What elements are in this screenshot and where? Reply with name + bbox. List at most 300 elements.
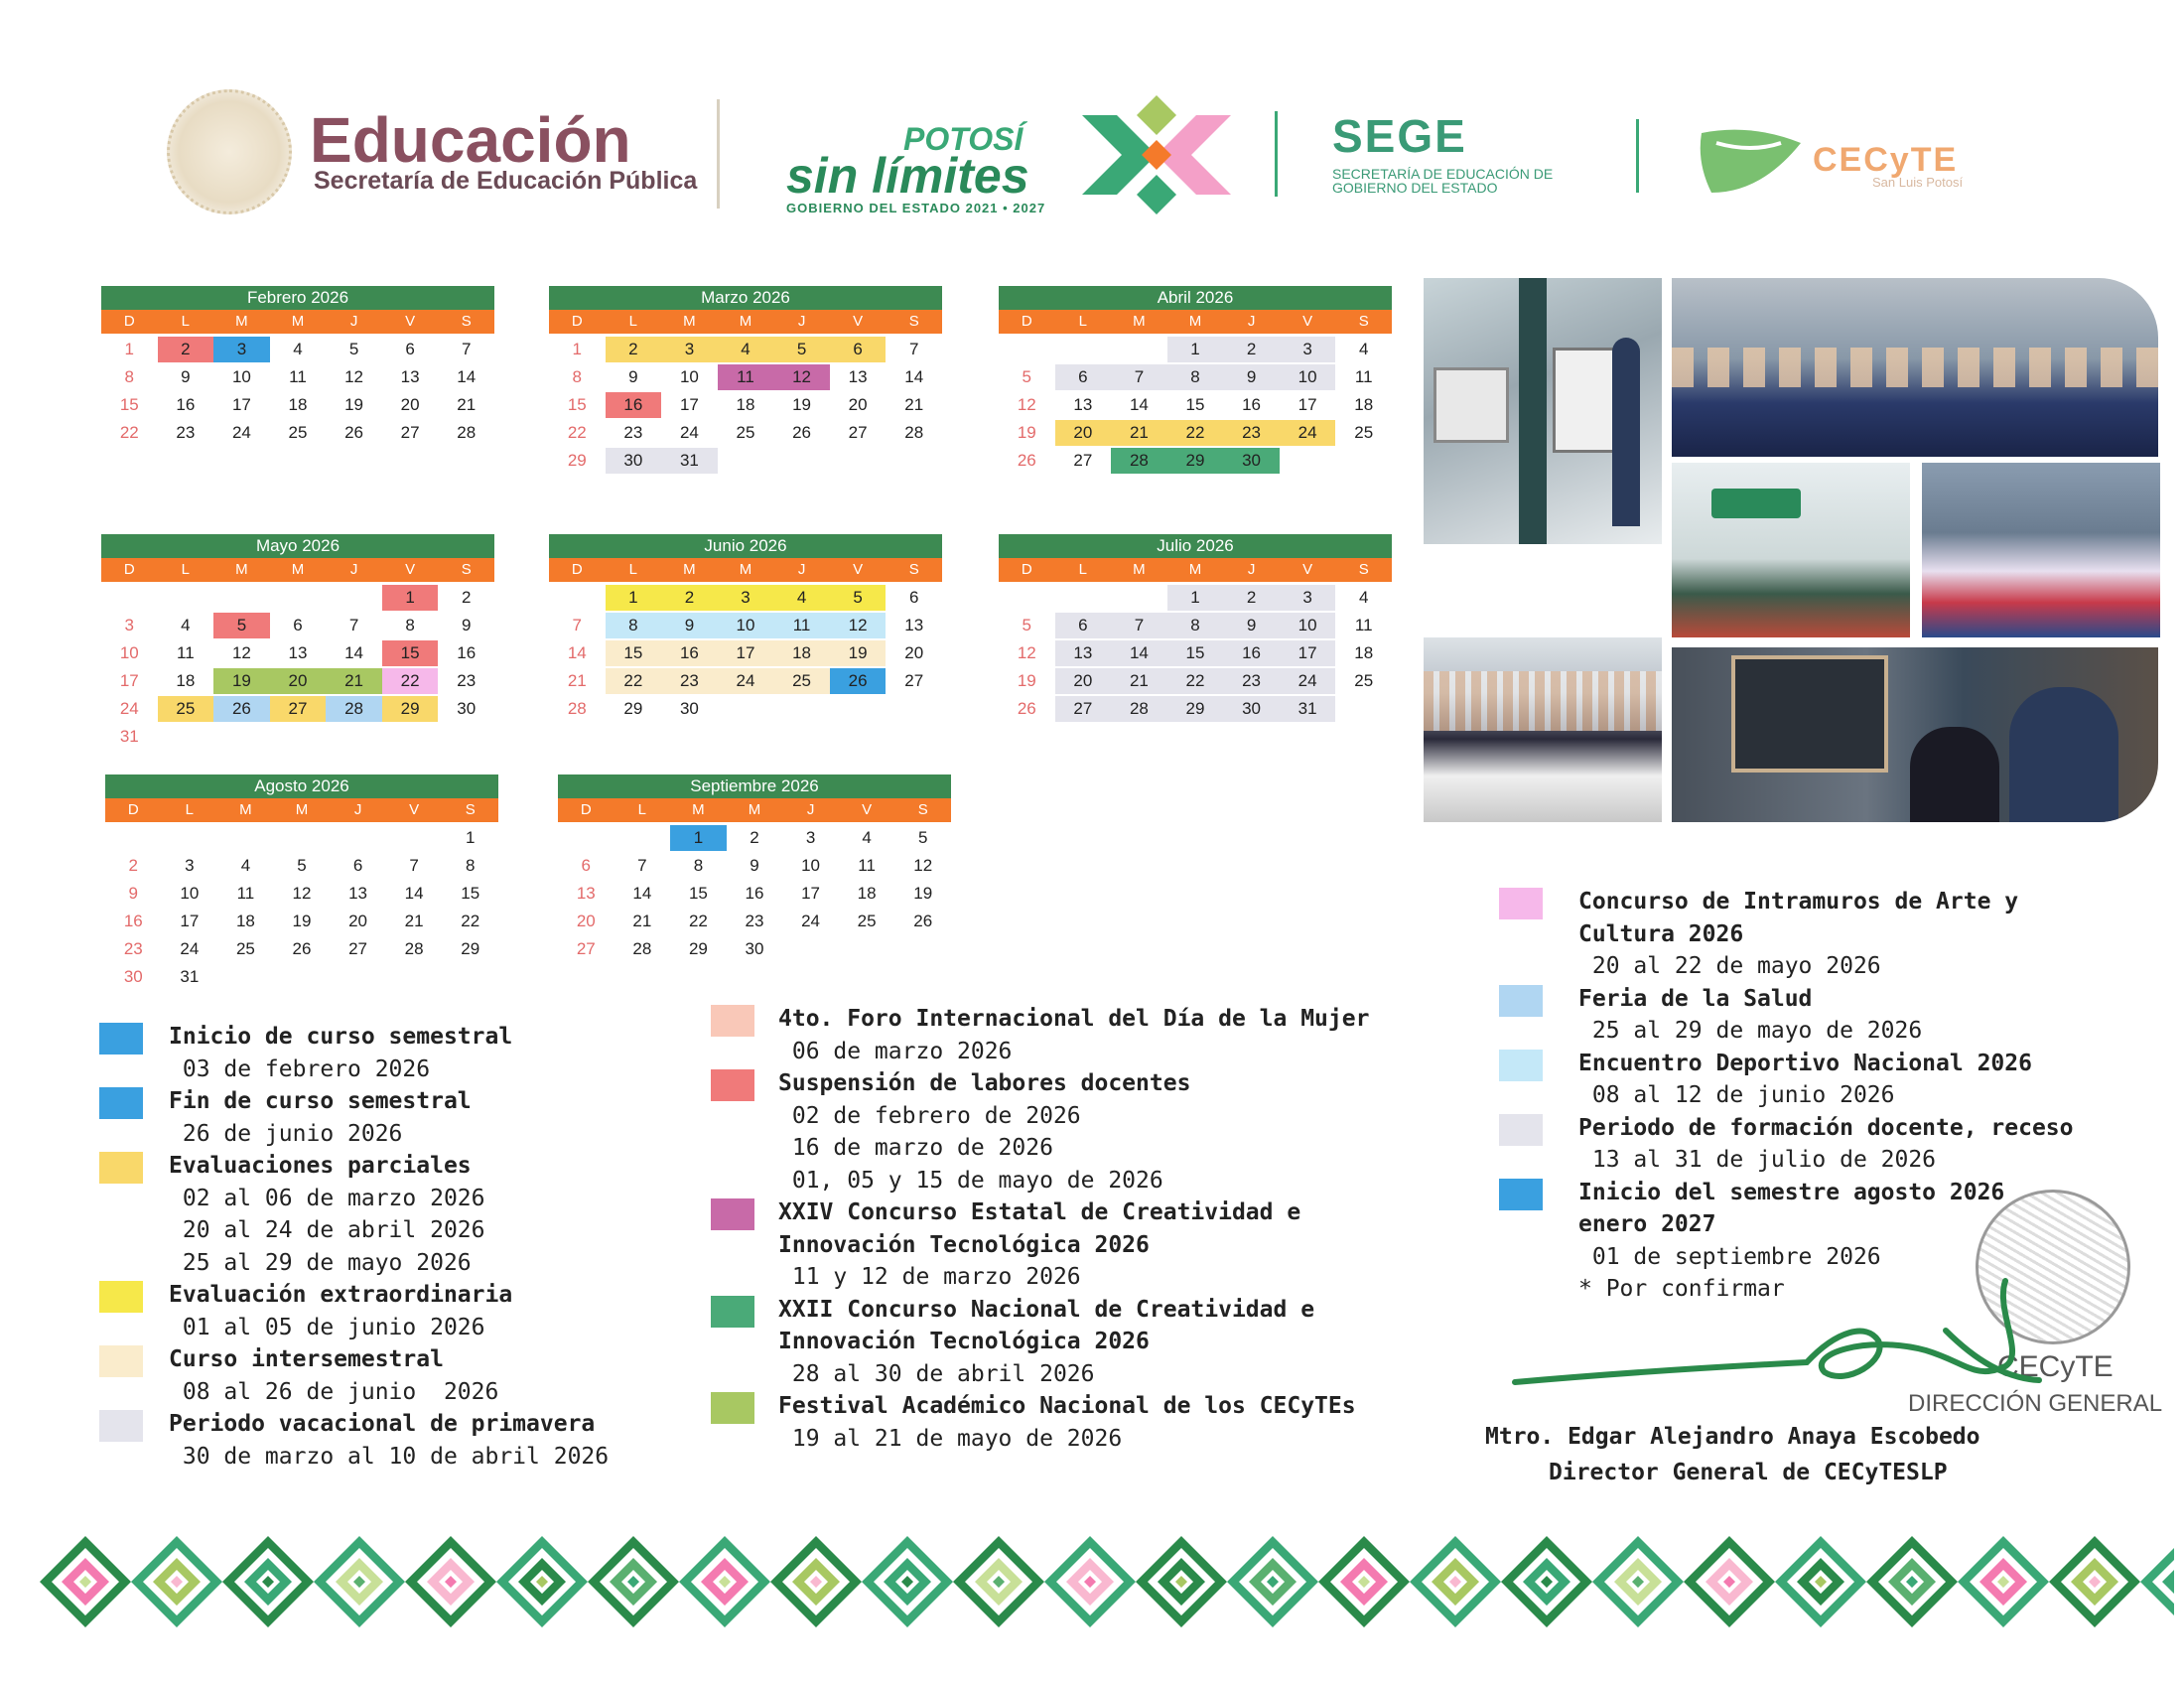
weekday-label: D [580,801,592,818]
legend-title-cont: Innovación Tecnológica 2026 [778,1329,1150,1354]
day-cell: 4 [1358,588,1369,607]
day-cell: 20 [1055,668,1112,694]
empty-cell [158,585,214,611]
day-cell: 25 [235,939,255,958]
legend-date: 20 al 24 de abril 2026 [169,1217,485,1243]
day-cell: 29 [1167,448,1224,474]
day-cell: 11 [289,367,307,386]
day-cell: 19 [913,884,933,903]
calendar-title: Abril 2026 [999,286,1392,310]
day-cell: 13 [1073,395,1093,414]
calendar-agosto [105,774,498,991]
weekday-label: D [571,561,583,578]
day-cell: 28 [632,939,652,958]
day-cell: 8 [465,856,476,875]
legend-title: XXII Concurso Nacional de Creatividad e [778,1296,1315,1323]
sege-title: SEGE [1332,110,1467,162]
weekday-label: V [853,313,864,330]
legend-date: 13 al 31 de julio de 2026 [1578,1147,1937,1173]
day-cell: 12 [231,643,251,662]
day-cell: 6 [908,588,919,607]
weekday-label: M [692,801,705,818]
day-cell: 10 [1280,613,1336,638]
legend-swatch-nacional [711,1296,754,1328]
day-cell: 5 [773,337,830,362]
day-cell: 28 [457,423,477,442]
weekday-label: M [683,561,696,578]
legend-date: 28 al 30 de abril 2026 [778,1360,1095,1387]
day-cell: 4 [773,585,830,611]
day-cell: 26 [1017,699,1036,718]
day-cell: 31 [1280,696,1336,722]
legend-item [778,1067,1190,1196]
header-divider [717,99,720,209]
day-cell: 29 [382,696,439,722]
weekday-label: M [291,561,305,578]
legend-item [169,1150,485,1279]
legend-date: 26 de junio 2026 [169,1120,403,1147]
day-cell: 4 [240,856,251,875]
day-cell: 3 [1280,337,1336,362]
legend-date: 03 de febrero 2026 [169,1055,431,1082]
day-cell: 20 [904,643,924,662]
day-cell: 16 [1223,640,1280,666]
weekday-label: D [123,313,135,330]
day-cell: 10 [231,367,251,386]
legend-date: 30 de marzo al 10 de abril 2026 [169,1443,610,1470]
legend-title: Periodo vacacional de primavera [169,1411,596,1437]
day-cell: 25 [773,668,830,694]
day-cell: 14 [904,367,924,386]
empty-cell [999,585,1055,611]
day-cell: 16 [176,395,196,414]
weekday-label: L [637,801,647,818]
day-cell: 29 [688,939,708,958]
day-cell: 15 [461,884,480,903]
day-cell: 13 [288,643,308,662]
empty-cell [549,585,606,611]
day-cell: 20 [576,912,596,930]
day-cell: 11 [1354,616,1373,634]
day-cell: 26 [830,668,887,694]
weekday-label: M [1188,313,1202,330]
weekday-label: V [862,801,873,818]
legend-swatch-intersemestral [99,1345,143,1377]
legend-swatch-intramuros [1499,888,1543,919]
legend-title: Curso intersemestral [169,1346,444,1372]
empty-cell [162,825,218,851]
day-cell: 6 [830,337,887,362]
weekday-label: L [185,801,195,818]
day-cell: 24 [231,423,251,442]
day-cell: 15 [119,395,139,414]
legend-title: Fin de curso semestral [169,1088,472,1114]
educacion-subtitle: Secretaría de Educación Pública [314,167,698,195]
potosi-top-text: POTOSÍ [903,121,1024,157]
day-cell: 29 [461,939,480,958]
legend-swatch-parciales [99,1152,143,1184]
weekday-label: D [571,313,583,330]
day-cell: 13 [1055,640,1112,666]
legend-item [778,1294,1314,1391]
weekday-label: S [908,313,919,330]
day-cell: 24 [119,699,139,718]
day-cell: 2 [750,828,759,847]
weekday-label: V [1302,313,1313,330]
calendar-title: Febrero 2026 [101,286,494,310]
day-cell: 30 [123,967,143,986]
legend-swatch-suspension [711,1069,754,1101]
day-cell: 8 [693,856,704,875]
day-cell: 9 [1223,613,1280,638]
legend-date: 08 al 26 de junio 2026 [169,1378,499,1405]
day-cell: 8 [1167,364,1224,390]
empty-cell [326,585,382,611]
day-cell: 13 [576,884,596,903]
day-cell: 4 [718,337,774,362]
day-cell: 6 [405,340,415,358]
weekday-label: J [797,561,806,578]
day-cell: 19 [1017,423,1036,442]
day-cell: 7 [637,856,647,875]
day-cell: 22 [461,912,480,930]
weekday-label: S [465,801,476,818]
day-cell: 6 [1055,613,1112,638]
legend-date: 02 de febrero de 2026 [778,1102,1081,1129]
handwritten-signature [1509,1271,2045,1410]
legend-swatch-inicio [99,1023,143,1055]
weekday-label: J [1247,561,1256,578]
empty-cell [217,825,274,851]
legend-title: Encuentro Deportivo Nacional 2026 [1578,1050,2032,1076]
day-cell: 6 [293,616,303,634]
empty-cell [386,825,443,851]
day-cell: 18 [1354,395,1374,414]
legend-title-cont: enero 2027 [1578,1211,1716,1237]
day-cell: 27 [348,939,368,958]
legend-swatch-deportivo [1499,1050,1543,1081]
day-cell: 17 [718,640,774,666]
day-cell: 27 [400,423,420,442]
day-cell: 14 [404,884,424,903]
day-cell: 27 [576,939,596,958]
day-cell: 30 [1223,696,1280,722]
day-cell: 17 [1280,640,1336,666]
weekday-label: J [353,801,362,818]
day-cell: 23 [623,423,643,442]
day-cell: 9 [661,613,718,638]
legend-date: 20 al 22 de mayo 2026 [1578,953,1881,979]
day-cell: 11 [718,364,774,390]
potosi-gov-text: GOBIERNO DEL ESTADO 2021 • 2027 [786,201,1046,215]
legend-item [1578,1048,2032,1112]
legend-swatch-inicio_agosto [1499,1179,1543,1210]
day-cell: 1 [670,825,727,851]
weekday-label: S [461,313,472,330]
day-cell: 30 [457,699,477,718]
weekday-label: M [739,561,752,578]
weekday-header [999,310,1392,334]
day-cell: 4 [1358,340,1369,358]
calendar-title: Mayo 2026 [101,534,494,558]
legend-title: Feria de la Salud [1578,985,1813,1012]
decorative-border-pattern [40,1523,2174,1640]
calendar-grid [549,584,942,723]
weekday-label: V [1302,561,1313,578]
day-cell: 17 [119,671,139,690]
legend-title: 4to. Foro Internacional del Día de la Mujer [778,1006,1370,1032]
legend-date: 01 de septiembre 2026 [1578,1243,1881,1270]
day-cell: 7 [348,616,359,634]
day-cell: 21 [567,671,587,690]
weekday-label: M [239,801,252,818]
weekday-header [549,558,942,582]
day-cell: 21 [1111,420,1167,446]
day-cell: 7 [572,616,583,634]
day-cell: 1 [382,585,439,611]
weekday-label: M [1133,313,1146,330]
calendar-grid [101,336,494,447]
day-cell: 1 [1167,337,1224,362]
day-cell: 24 [1280,420,1336,446]
day-cell: 17 [801,884,821,903]
empty-cell [213,585,270,611]
day-cell: 5 [1022,367,1032,386]
calendar-title: Marzo 2026 [549,286,942,310]
day-cell: 16 [745,884,764,903]
legend-item [778,1390,1356,1455]
calendar-grid [101,584,494,751]
day-cell: 22 [606,668,662,694]
legend-swatch-festival [711,1392,754,1424]
educacion-title: Educación [310,104,631,176]
legend-swatch-formacion [1499,1114,1543,1146]
calendar-febrero [101,286,494,447]
day-cell: 16 [1242,395,1262,414]
weekday-header [999,558,1392,582]
day-cell: 28 [326,696,382,722]
day-cell: 23 [661,668,718,694]
weekday-label: L [628,561,638,578]
day-cell: 12 [913,856,933,875]
day-cell: 8 [405,616,415,634]
day-cell: 1 [1167,585,1224,611]
day-cell: 20 [348,912,368,930]
legend-item [169,1021,512,1085]
day-cell: 6 [352,856,363,875]
calendar-marzo [549,286,942,475]
weekday-label: L [181,313,191,330]
day-cell: 21 [632,912,652,930]
day-cell: 2 [606,337,662,362]
day-cell: 5 [917,828,928,847]
photo-grupo-camisas-azules [1672,278,2158,457]
day-cell: 18 [176,671,196,690]
day-cell: 10 [801,856,821,875]
day-cell: 13 [348,884,368,903]
legend-date: 25 al 29 de mayo 2026 [169,1249,472,1276]
weekday-label: J [349,313,358,330]
sep-seal-logo [167,89,292,214]
legend-title: Periodo de formación docente, receso [1578,1114,2074,1141]
empty-cell [330,825,386,851]
legend-date: 01 al 05 de junio 2026 [169,1314,485,1340]
day-cell: 21 [404,912,424,930]
legend-title: Inicio de curso semestral [169,1024,513,1050]
day-cell: 25 [857,912,877,930]
day-cell: 5 [830,585,887,611]
legend-swatch-foro [711,1005,754,1037]
weekday-label: V [405,561,416,578]
day-cell: 7 [409,856,419,875]
legend-item [169,1085,472,1150]
weekday-label: M [739,313,752,330]
weekday-label: M [235,561,248,578]
weekday-label: M [291,313,305,330]
legend-date: 06 de marzo 2026 [778,1038,1013,1064]
day-cell: 10 [180,884,200,903]
weekday-label: S [917,801,928,818]
weekday-label: D [123,561,135,578]
day-cell: 17 [679,395,699,414]
day-cell: 12 [1017,643,1036,662]
day-cell: 4 [293,340,303,358]
day-cell: 9 [128,884,139,903]
day-cell: 17 [180,912,200,930]
potosi-main-text: sin límites [786,148,1029,204]
legend-item [1578,983,1922,1048]
day-cell: 18 [235,912,255,930]
weekday-label: J [1247,313,1256,330]
day-cell: 23 [176,423,196,442]
weekday-label: V [853,561,864,578]
weekday-label: M [295,801,309,818]
day-cell: 1 [606,585,662,611]
photo-danza-folclorica [1922,463,2160,637]
day-cell: 26 [913,912,933,930]
calendar-title: Agosto 2026 [105,774,498,798]
sege-subtitle: SECRETARÍA DE EDUCACIÓN DE GOBIERNO DEL ESTADO [1332,166,1554,196]
legend-date: 25 al 29 de mayo de 2026 [1578,1018,1923,1044]
day-cell: 20 [1055,420,1112,446]
day-cell: 30 [606,448,662,474]
day-cell: 14 [344,643,364,662]
calendar-julio [999,534,1392,723]
day-cell: 24 [718,668,774,694]
day-cell: 14 [457,367,477,386]
day-cell: 2 [461,588,472,607]
day-cell: 18 [773,640,830,666]
calendar-grid [549,336,942,475]
day-cell: 31 [180,967,200,986]
day-cell: 5 [297,856,307,875]
legend-swatch-vacacional [99,1410,143,1442]
weekday-label: L [628,313,638,330]
day-cell: 13 [400,367,420,386]
day-cell: 30 [1223,448,1280,474]
day-cell: 24 [180,939,200,958]
day-cell: 12 [1017,395,1036,414]
day-cell: 8 [1167,613,1224,638]
legend-title: Concurso de Intramuros de Arte y [1578,889,2019,914]
day-cell: 15 [567,395,587,414]
weekday-header [101,558,494,582]
day-cell: 9 [181,367,191,386]
empty-cell [274,825,331,851]
day-cell: 24 [1280,668,1336,694]
day-cell: 3 [185,856,195,875]
day-cell: 30 [745,939,764,958]
photo-foto-grupal [1424,637,1662,822]
day-cell: 2 [661,585,718,611]
day-cell: 11 [773,613,830,638]
day-cell: 6 [581,856,592,875]
empty-cell [1111,585,1167,611]
photo-evento-deportivo [1672,463,1910,637]
weekday-label: S [1358,561,1369,578]
legend-title: XXIV Concurso Estatal de Creatividad e [778,1199,1301,1225]
day-cell: 25 [158,696,214,722]
day-cell: 22 [567,423,587,442]
day-cell: 26 [792,423,812,442]
weekday-label: S [908,561,919,578]
weekday-label: D [1021,313,1032,330]
legend-swatch-fin [99,1087,143,1119]
day-cell: 5 [1022,616,1032,634]
calendar-junio [549,534,942,723]
day-cell: 25 [1354,423,1374,442]
day-cell: 3 [661,337,718,362]
day-cell: 22 [688,912,708,930]
day-cell: 15 [382,640,439,666]
day-cell: 16 [606,392,662,418]
day-cell: 9 [1223,364,1280,390]
day-cell: 28 [904,423,924,442]
weekday-label: M [748,801,761,818]
day-cell: 11 [858,856,876,875]
day-cell: 11 [177,643,195,662]
weekday-label: V [409,801,420,818]
legend-title-cont: Innovación Tecnológica 2026 [778,1231,1150,1258]
day-cell: 18 [736,395,755,414]
empty-cell [1111,337,1167,362]
day-cell: 25 [736,423,755,442]
legend-swatch-estatal [711,1198,754,1230]
day-cell: 23 [457,671,477,690]
weekday-label: L [1078,313,1088,330]
day-cell: 3 [805,828,816,847]
day-cell: 2 [158,337,214,362]
legend-title: Suspensión de labores docentes [778,1070,1191,1096]
calendar-title: Junio 2026 [549,534,942,558]
day-cell: 14 [632,884,652,903]
day-cell: 17 [1297,395,1317,414]
legend-title: Festival Académico Nacional de los CECyTEs [778,1393,1356,1419]
photo-exhibicion [1424,278,1662,544]
weekday-label: J [349,561,358,578]
day-cell: 27 [270,696,327,722]
weekday-label: S [461,561,472,578]
legend-date: 16 de marzo de 2026 [778,1135,1053,1161]
day-cell: 20 [270,668,327,694]
day-cell: 13 [904,616,924,634]
weekday-header [558,798,951,822]
empty-cell [1055,337,1112,362]
weekday-label: J [806,801,815,818]
legend-title: Inicio del semestre agosto 2026 [1578,1179,2005,1205]
day-cell: 23 [123,939,143,958]
legend-item [169,1343,498,1408]
